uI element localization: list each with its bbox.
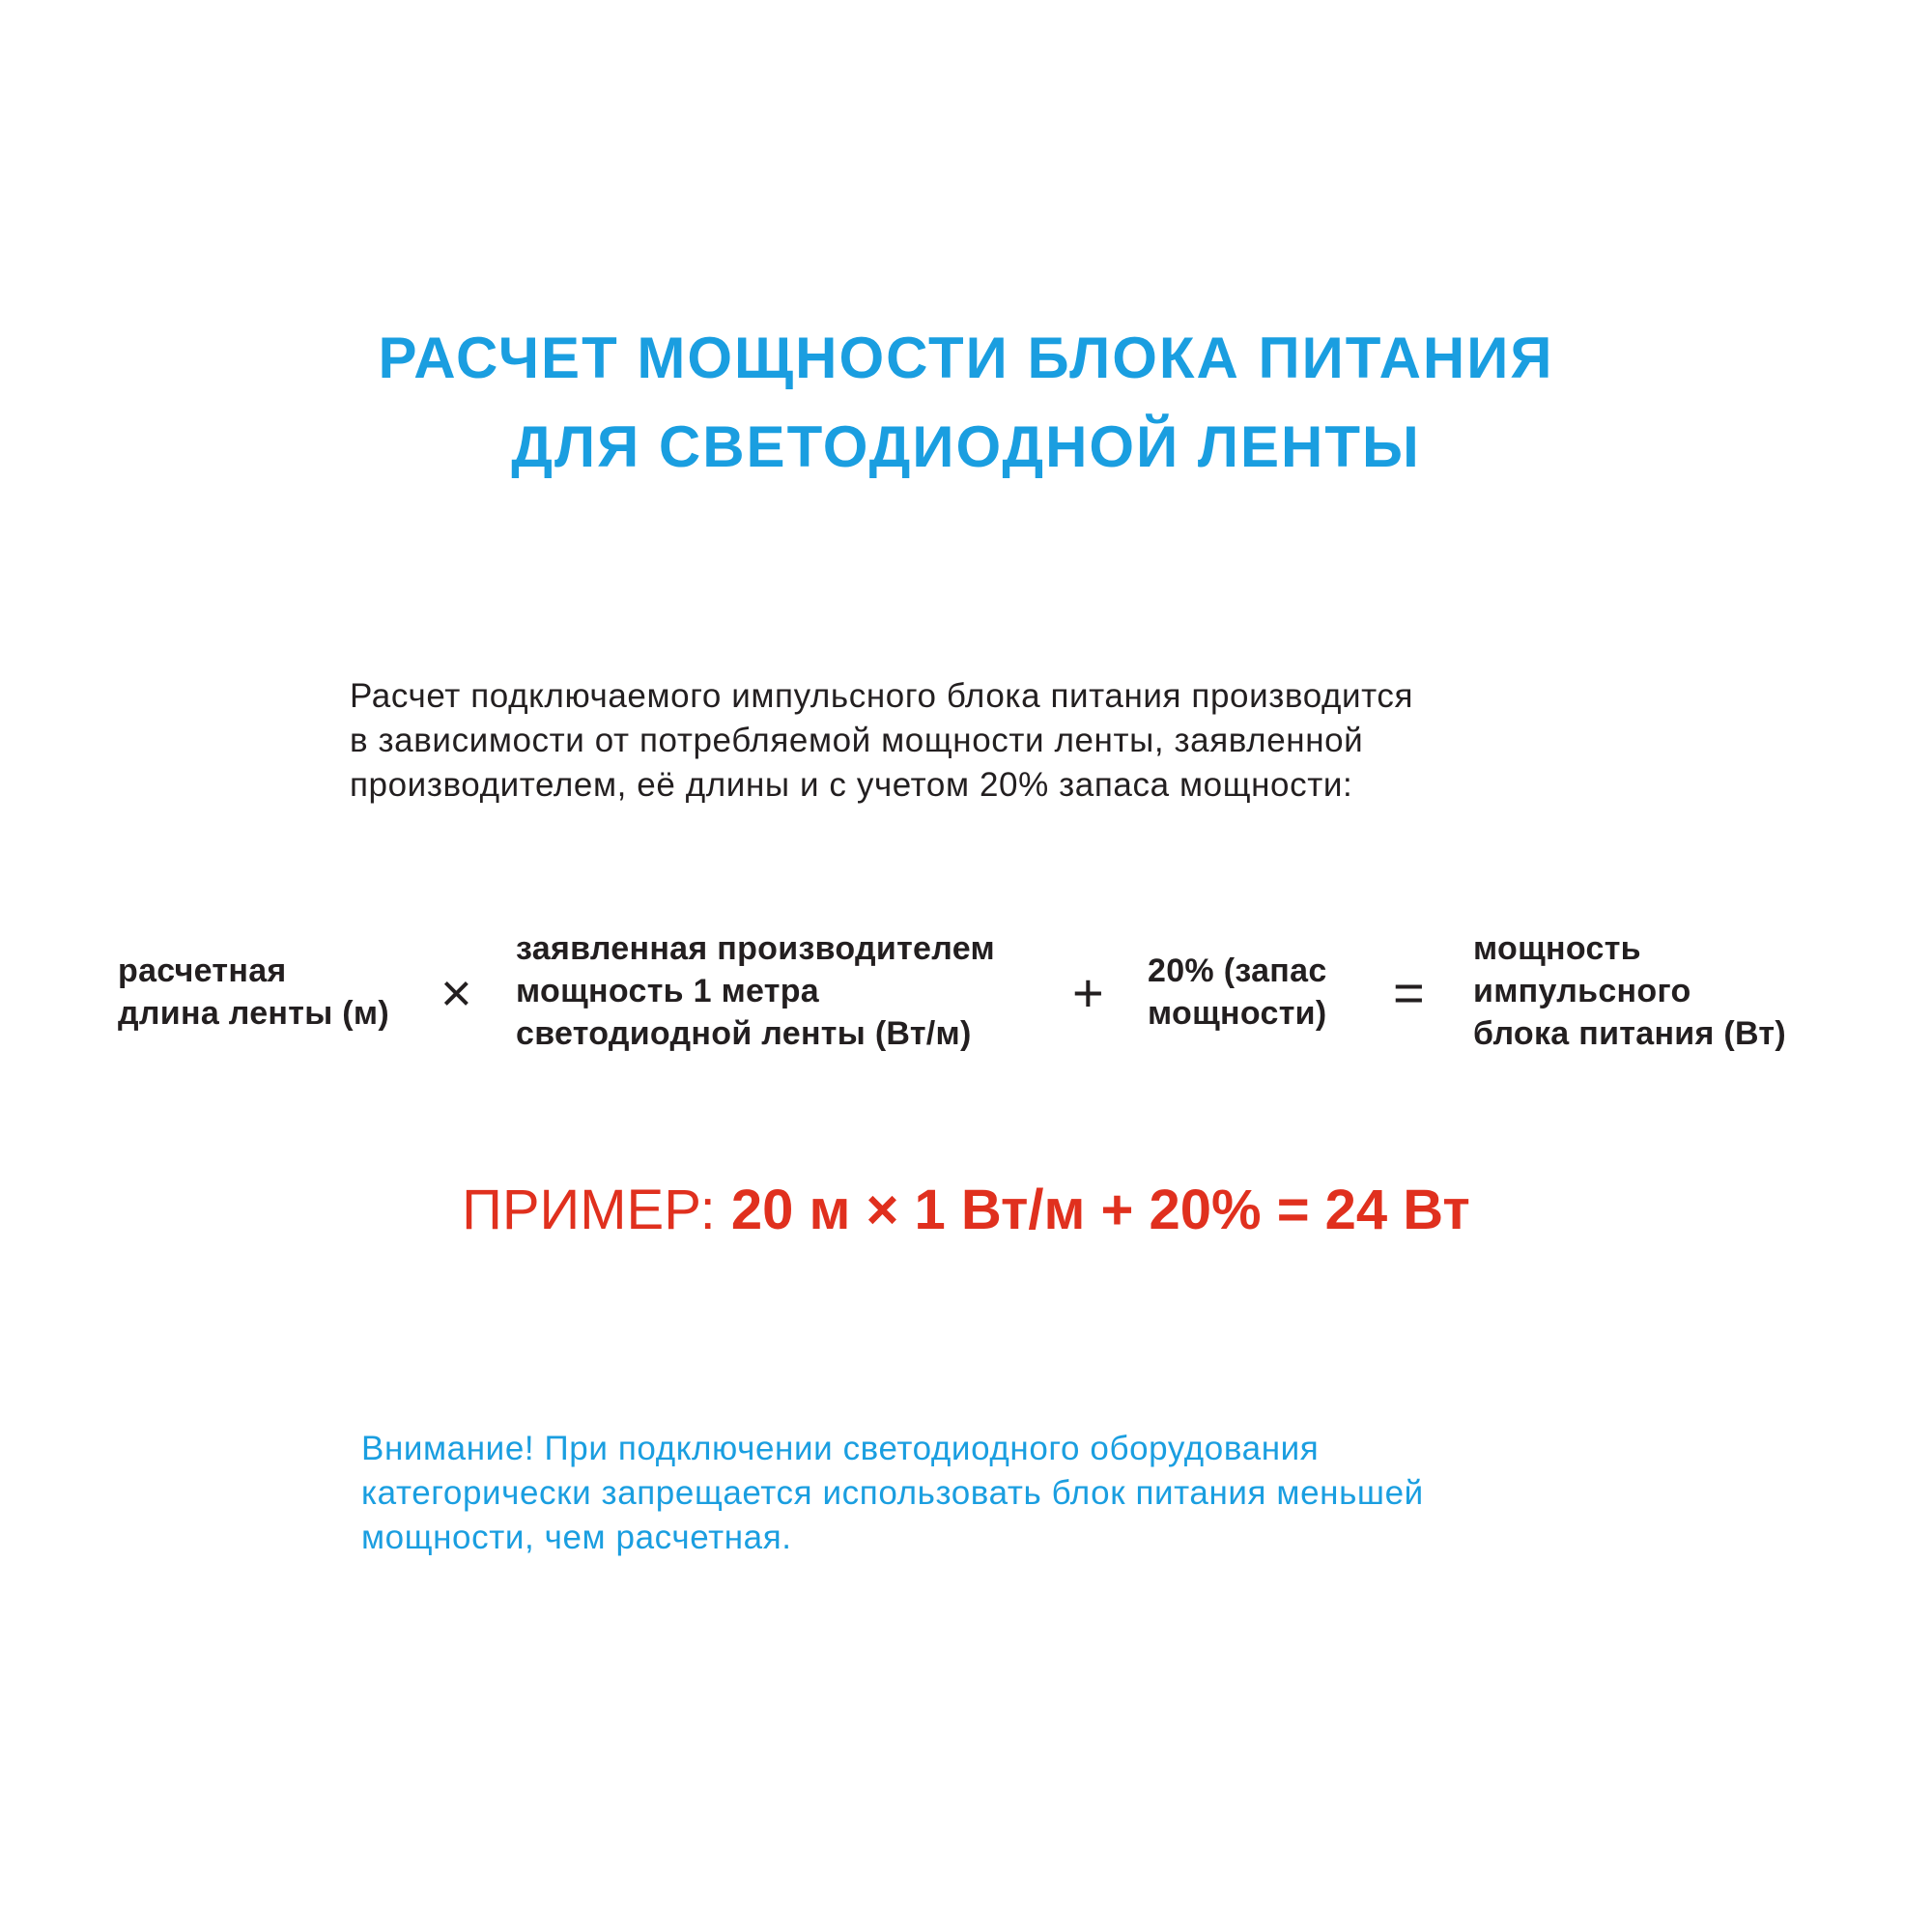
intro-paragraph <box>350 674 1702 808</box>
equals-operator: = <box>1393 962 1425 1023</box>
formula-term-reserve <box>1148 950 1327 1035</box>
formula-term-result <box>1473 927 1786 1055</box>
intro-line-2: в зависимости от потребляемой мощности ленты, заявленной <box>350 722 1364 759</box>
formula-term-result-line-3: блока питания (Вт) <box>1473 1015 1786 1052</box>
intro-line-1: Расчет подключаемого импульсного блока питания производится <box>350 677 1414 715</box>
page-title-line-1: РАСЧЕТ МОЩНОСТИ БЛОКА ПИТАНИЯ <box>378 326 1554 390</box>
formula-term-power-line-3: светодиодной ленты (Вт/м) <box>516 1015 972 1052</box>
formula-term-power-per-meter <box>516 927 995 1055</box>
intro-line-3: производителем, её длины и с учетом 20% запаса мощности: <box>350 766 1353 804</box>
warning-line-3: мощности, чем расчетная. <box>361 1519 792 1556</box>
plus-operator: + <box>1072 962 1104 1023</box>
example <box>0 1177 1932 1244</box>
multiply-operator: × <box>440 962 472 1023</box>
warning-line-1: Внимание! При подключении светодиодного оборудования <box>361 1430 1320 1467</box>
page-title <box>0 314 1932 492</box>
formula-term-reserve-line-2: мощности) <box>1148 995 1327 1032</box>
formula-term-length-line-2: длина ленты (м) <box>118 995 389 1032</box>
formula-term-power-line-1: заявленная производителем <box>516 930 995 967</box>
warning-note <box>361 1427 1714 1560</box>
example-label: ПРИМЕР: <box>462 1179 731 1241</box>
formula-term-result-line-2: импульсного <box>1473 973 1691 1009</box>
formula-term-length-line-1: расчетная <box>118 952 287 989</box>
warning-line-2: категорически запрещается использовать блок питания меньшей <box>361 1474 1424 1512</box>
formula-term-result-line-1: мощность <box>1473 930 1641 967</box>
formula-term-length <box>118 950 389 1035</box>
page-title-line-2: ДЛЯ СВЕТОДИОДНОЙ ЛЕНТЫ <box>511 414 1421 479</box>
example-expression: 20 м × 1 Вт/м + 20% = 24 Вт <box>730 1179 1470 1241</box>
formula-term-power-line-2: мощность 1 метра <box>516 973 820 1009</box>
formula-term-reserve-line-1: 20% (запас <box>1148 952 1327 989</box>
